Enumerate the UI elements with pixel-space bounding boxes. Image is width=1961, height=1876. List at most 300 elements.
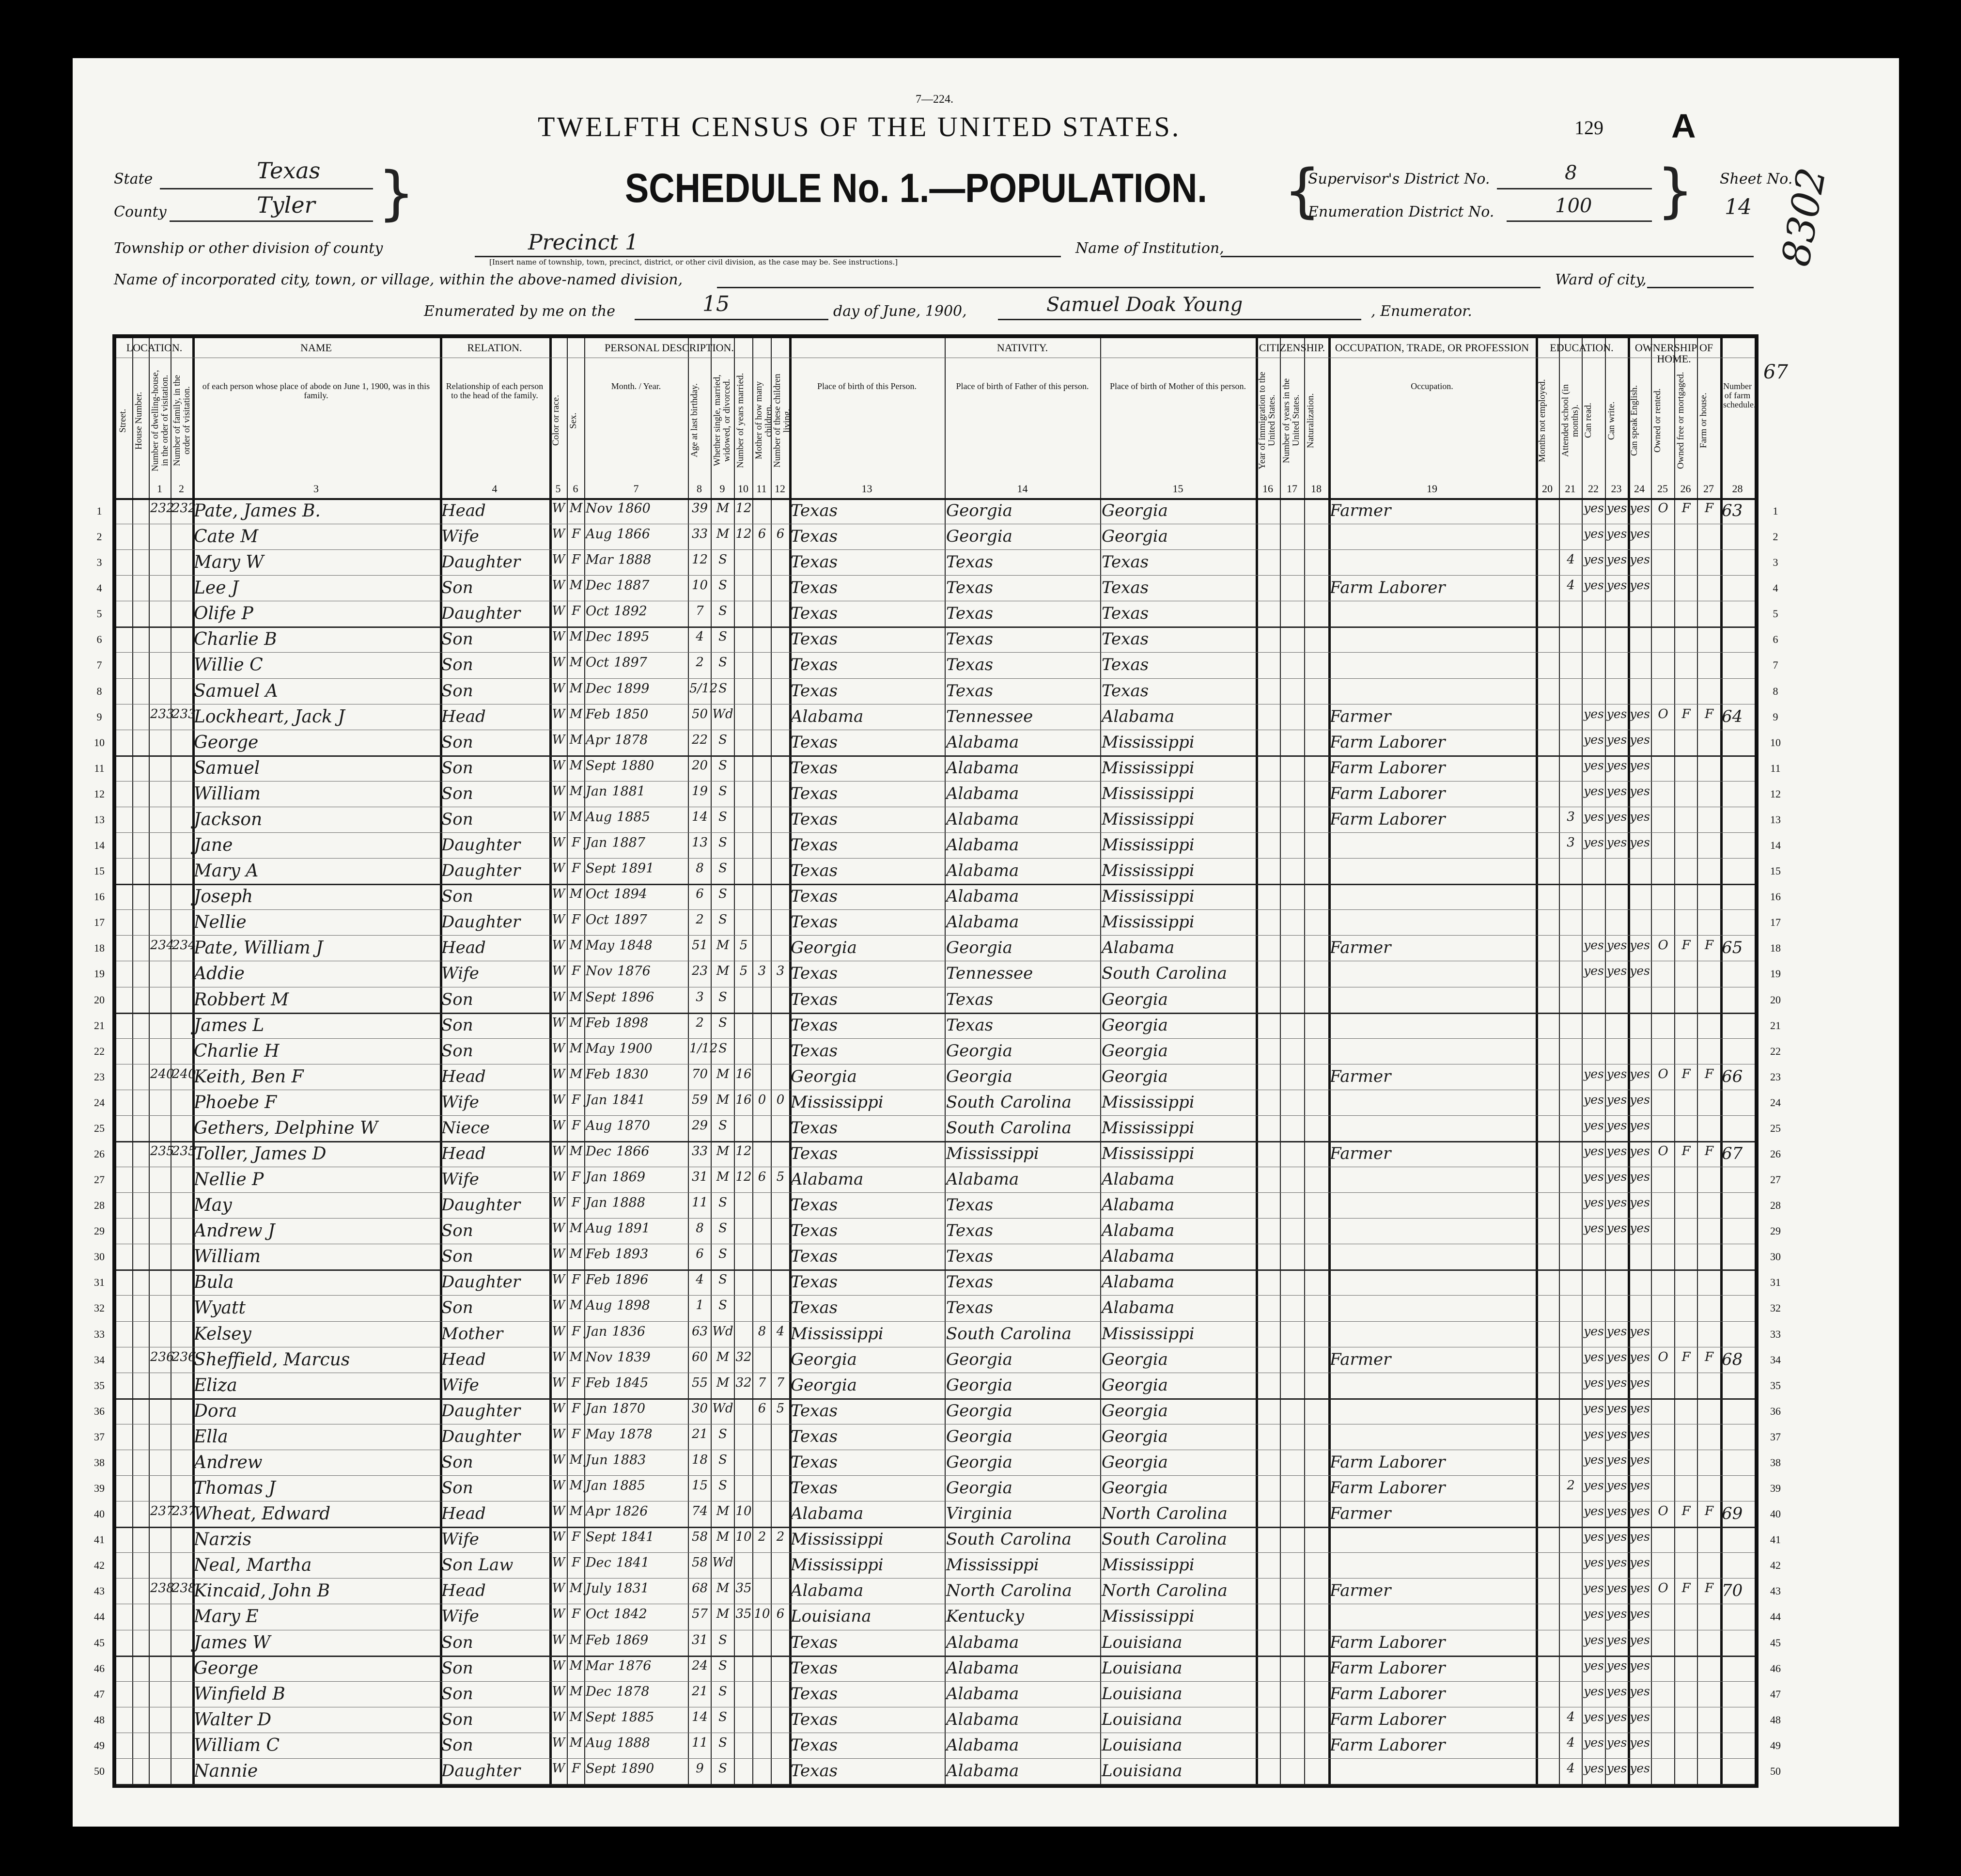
- column-number: 24: [1634, 483, 1645, 495]
- cell-mar: S: [718, 758, 727, 773]
- column-heading: Farm or house.: [1698, 392, 1709, 449]
- row-number-left: 8: [96, 685, 102, 697]
- row-number: 50: [1770, 1765, 1781, 1777]
- row-number: 49: [1770, 1739, 1781, 1751]
- cell-pob: Texas: [791, 527, 838, 547]
- cell-mne: [1537, 810, 1558, 832]
- cell-occ: [1330, 1221, 1535, 1244]
- cell-farm: [1698, 527, 1720, 549]
- cell-own: [1652, 629, 1674, 652]
- cell-year: 1866: [617, 527, 650, 542]
- cell-name: Mary E: [194, 1607, 259, 1627]
- cell-month: Oct: [586, 912, 609, 928]
- cell-mpob: Texas: [1102, 681, 1149, 701]
- column-heading: Place of birth of this Person.: [817, 381, 917, 391]
- cell-yrs: [735, 578, 752, 601]
- cell-year: 1876: [618, 1658, 652, 1673]
- cell-read: yes: [1584, 964, 1604, 978]
- cell-rel: Wife: [441, 964, 479, 984]
- cell-ch: 6: [758, 1170, 766, 1185]
- column-number: 13: [861, 483, 872, 495]
- cell-sex: F: [571, 1272, 581, 1287]
- column-divider: [734, 338, 735, 1784]
- cell-sch: [1560, 990, 1581, 1013]
- cell-fs: [1722, 578, 1754, 601]
- row-divider: [116, 549, 1755, 550]
- cell-dw: 233: [150, 706, 174, 721]
- cell-dw: [150, 912, 170, 935]
- cell-eng: yes: [1630, 1504, 1650, 1518]
- cell-own: O: [1658, 501, 1668, 516]
- cell-own: [1652, 1170, 1674, 1192]
- cell-year: 1881: [612, 783, 646, 799]
- cell-fam: [172, 1247, 192, 1269]
- cell-ch: [754, 501, 770, 524]
- cell-occ: [1330, 1298, 1535, 1321]
- cell-free: [1676, 1761, 1696, 1784]
- cell-month: [586, 733, 687, 755]
- cell-rel: Wife: [441, 527, 479, 547]
- cell-fam: [172, 655, 192, 678]
- cell-sch: [1560, 1376, 1581, 1398]
- cell-mar: M: [716, 1349, 730, 1364]
- cell-yrs: [735, 655, 752, 678]
- cell-fam: [172, 578, 192, 601]
- column-divider: [1280, 338, 1281, 1784]
- cell-liv: [772, 835, 789, 858]
- cell-pob: Georgia: [791, 1349, 857, 1369]
- cell-month: Feb: [586, 1632, 610, 1648]
- cell-eng: yes: [1630, 1144, 1650, 1158]
- cell-mpob: Louisiana: [1102, 1709, 1183, 1729]
- cell-name: Toller, James D: [194, 1144, 327, 1164]
- row-divider: [116, 755, 1755, 757]
- group-heading: RELATION.: [467, 342, 522, 354]
- cell-occ: [1330, 527, 1535, 549]
- row-divider: [116, 909, 1755, 910]
- cell-name: Neal, Martha: [194, 1555, 312, 1576]
- cell-mar: S: [718, 887, 727, 902]
- row-number-left: 46: [94, 1662, 105, 1674]
- cell-dw: [150, 1298, 170, 1321]
- cell-free: [1676, 1170, 1696, 1192]
- cell-color: W: [552, 1118, 565, 1133]
- row-number-left: 39: [94, 1482, 105, 1495]
- row-number: 11: [1770, 762, 1781, 774]
- cell-color: W: [552, 527, 565, 542]
- cell-read: yes: [1584, 1632, 1604, 1647]
- cell-month: Dec: [586, 1555, 611, 1571]
- cell-free: [1676, 1118, 1696, 1141]
- cell-pob: Georgia: [791, 1066, 857, 1086]
- cell-farm: [1698, 1298, 1720, 1321]
- cell-yrs: 16: [735, 1092, 752, 1107]
- cell-sch: [1560, 501, 1581, 524]
- column-number: 20: [1542, 483, 1553, 495]
- cell-mpob: Georgia: [1102, 1015, 1168, 1035]
- cell-name: Pate, James B.: [194, 501, 321, 521]
- cell-month: Oct: [586, 655, 609, 671]
- cell-month: [586, 1555, 687, 1578]
- cell-dw: [150, 810, 170, 832]
- cell-fs: [1722, 1427, 1754, 1450]
- cell-month: [586, 887, 687, 909]
- cell-write: yes: [1606, 809, 1627, 824]
- ward-label: Ward of city,: [1555, 271, 1647, 288]
- cell-liv: [772, 938, 789, 961]
- cell-own: [1652, 604, 1674, 626]
- cell-occ: [1330, 964, 1535, 986]
- cell-read: yes: [1584, 1607, 1604, 1621]
- cell-own: [1652, 733, 1674, 755]
- cell-yrs: 12: [735, 527, 752, 542]
- cell-yrs: [735, 1658, 752, 1681]
- cell-sex: M: [569, 501, 583, 516]
- row-number-left: 22: [94, 1045, 105, 1057]
- cell-own: [1652, 1453, 1674, 1475]
- cell-mpob: Alabama: [1102, 1247, 1175, 1266]
- cell-farm: [1698, 655, 1720, 678]
- cell-sex: F: [571, 1761, 581, 1776]
- cell-mne: [1537, 1324, 1558, 1347]
- cell-read: [1583, 990, 1604, 1013]
- cell-rel: Son: [441, 655, 473, 675]
- cell-month: [586, 1504, 687, 1527]
- cell-read: yes: [1584, 1530, 1604, 1544]
- cell-write: yes: [1606, 1221, 1627, 1235]
- cell-read: yes: [1584, 552, 1604, 567]
- cell-month: Feb: [586, 1272, 610, 1288]
- cell-month: [586, 810, 687, 832]
- cell-farm: F: [1704, 1504, 1714, 1519]
- cell-month: [586, 1735, 687, 1758]
- cell-ch: [754, 938, 770, 961]
- cell-sex: M: [569, 758, 583, 773]
- cell-age: 58: [691, 1555, 708, 1570]
- cell-eng: [1629, 1298, 1650, 1321]
- cell-fpob: Virginia: [946, 1504, 1012, 1524]
- row-divider: [116, 678, 1755, 679]
- cell-mne: [1537, 784, 1558, 807]
- cell-free: [1676, 552, 1696, 575]
- cell-mpob: Mississippi: [1102, 1324, 1195, 1344]
- cell-occ: [1330, 1247, 1535, 1269]
- row-number-left: 49: [94, 1739, 105, 1751]
- cell-fs: [1722, 1761, 1754, 1784]
- cell-mne: [1537, 835, 1558, 858]
- cell-farm: [1698, 733, 1720, 755]
- cell-fs: [1722, 552, 1754, 575]
- cell-fpob: Georgia: [946, 1478, 1012, 1498]
- cell-fam: [172, 835, 192, 858]
- cell-sex: M: [569, 809, 583, 824]
- row-number: 24: [1770, 1096, 1781, 1109]
- cell-yrs: 5: [739, 938, 748, 953]
- cell-sch: [1560, 1350, 1581, 1373]
- cell-month: Nov: [586, 964, 613, 979]
- cell-ch: 10: [754, 1607, 770, 1622]
- cell-sex: M: [569, 681, 583, 696]
- cell-month: [586, 1041, 687, 1064]
- row-number: 6: [1773, 633, 1778, 646]
- cell-name: Andrew J: [194, 1221, 275, 1241]
- cell-write: [1606, 912, 1627, 935]
- column-divider: [567, 338, 568, 1784]
- cell-sex: M: [569, 1504, 583, 1519]
- cell-own: [1652, 1555, 1674, 1578]
- cell-fpob: Alabama: [946, 1761, 1019, 1781]
- cell-eng: yes: [1630, 1581, 1650, 1595]
- cell-mne: [1537, 1195, 1558, 1218]
- cell-ch: [754, 861, 770, 884]
- cell-pob: Texas: [791, 1426, 838, 1446]
- cell-sch: 4: [1567, 1761, 1575, 1776]
- cell-age: 6: [696, 1247, 704, 1262]
- cell-sch: [1560, 784, 1581, 807]
- cell-month: [586, 1478, 687, 1501]
- row-divider: [116, 1218, 1755, 1219]
- cell-mne: [1537, 501, 1558, 524]
- cell-dw: [150, 527, 170, 549]
- cell-fam: [172, 1530, 192, 1552]
- sheet-no-value: 14: [1725, 195, 1752, 219]
- cell-write: yes: [1606, 527, 1627, 541]
- group-heading: NAME: [300, 342, 332, 354]
- cell-dw: [150, 835, 170, 858]
- city-rule: [717, 287, 1541, 288]
- cell-month: Jan: [586, 1092, 607, 1108]
- cell-age: 11: [691, 1735, 708, 1750]
- cell-age: 2: [696, 1015, 704, 1030]
- cell-farm: [1698, 1324, 1720, 1347]
- cell-ch: [754, 1555, 770, 1578]
- cell-read: [1583, 1247, 1604, 1269]
- cell-liv: [772, 629, 789, 652]
- column-divider: [1605, 338, 1606, 1784]
- cell-own: [1652, 1607, 1674, 1629]
- cell-fam: [172, 733, 192, 755]
- column-number: 16: [1262, 483, 1273, 495]
- cell-eng: [1629, 681, 1650, 704]
- cell-sch: [1560, 964, 1581, 986]
- cell-month: [586, 758, 687, 781]
- cell-ch: 0: [758, 1092, 766, 1107]
- cell-yrs: [735, 1555, 752, 1578]
- cell-year: 1841: [616, 1555, 650, 1571]
- cell-occ: [1330, 861, 1535, 884]
- row-number-left: 48: [94, 1713, 105, 1726]
- cell-year: 1878: [614, 732, 648, 748]
- cell-pob: Texas: [791, 1195, 838, 1215]
- cell-sch: [1560, 1093, 1581, 1115]
- cell-mar: S: [718, 835, 727, 850]
- cell-write: yes: [1606, 1607, 1627, 1621]
- cell-mne: [1537, 1710, 1558, 1733]
- cell-name: Sheffield, Marcus: [194, 1349, 350, 1370]
- cell-sch: 4: [1567, 1735, 1575, 1750]
- cell-own: O: [1658, 1066, 1668, 1081]
- cell-name: William: [194, 1247, 261, 1267]
- cell-mne: [1537, 629, 1558, 652]
- cell-write: yes: [1606, 1324, 1627, 1338]
- cell-month: [586, 1684, 687, 1707]
- cell-sch: [1560, 604, 1581, 626]
- cell-month: [586, 1170, 687, 1192]
- cell-occ: [1330, 1607, 1535, 1629]
- row-number-left: 43: [94, 1585, 105, 1597]
- cell-name: Pate, William J: [194, 938, 323, 958]
- cell-read: yes: [1584, 1170, 1604, 1184]
- census-title: TWELFTH CENSUS OF THE UNITED STATES.: [538, 111, 1181, 142]
- cell-pob: Texas: [791, 1221, 838, 1241]
- cell-mne: [1537, 1118, 1558, 1141]
- cell-fpob: Alabama: [946, 861, 1019, 881]
- cell-mar: M: [716, 1066, 730, 1081]
- cell-month: Jan: [586, 1324, 607, 1339]
- cell-sex: M: [569, 655, 583, 670]
- cell-mne: [1537, 1555, 1558, 1578]
- cell-month: May: [586, 938, 614, 954]
- cell-mar: M: [716, 1607, 730, 1622]
- cell-month: Aug: [586, 1735, 612, 1751]
- cell-month: Jan: [586, 783, 607, 799]
- cell-ch: 8: [758, 1324, 766, 1339]
- cell-yrs: [735, 912, 752, 935]
- cell-liv: 6: [776, 1607, 785, 1622]
- cell-age: 2: [696, 655, 704, 670]
- cell-fpob: Texas: [946, 1195, 994, 1215]
- cell-liv: [772, 1684, 789, 1707]
- cell-eng: yes: [1630, 1401, 1650, 1415]
- cell-yrs: [735, 861, 752, 884]
- cell-color: W: [552, 758, 565, 773]
- cell-year: 1836: [612, 1324, 646, 1339]
- top-right-mark: 67: [1763, 361, 1788, 383]
- cell-fpob: Texas: [946, 578, 994, 598]
- cell-sch: [1560, 1607, 1581, 1629]
- cell-free: [1676, 1735, 1696, 1758]
- row-number-left: 20: [94, 993, 105, 1006]
- cell-age: 60: [691, 1349, 708, 1364]
- column-divider: [584, 338, 585, 1784]
- row-number: 43: [1770, 1585, 1781, 1597]
- cell-age: 51: [691, 938, 708, 953]
- cell-liv: [772, 810, 789, 832]
- cell-free: [1676, 1016, 1696, 1038]
- cell-color: W: [552, 1349, 565, 1364]
- cell-sex: M: [569, 783, 583, 798]
- cell-mar: S: [718, 1632, 727, 1647]
- cell-pob: Texas: [791, 501, 838, 520]
- cell-dw: [150, 990, 170, 1013]
- cell-pob: Texas: [791, 629, 838, 649]
- column-number: 1: [157, 483, 162, 495]
- cell-month: May: [586, 1041, 614, 1056]
- cell-age: 9: [696, 1761, 704, 1776]
- cell-year: 1892: [614, 604, 647, 619]
- cell-liv: [772, 1658, 789, 1681]
- cell-sex: F: [571, 1324, 581, 1339]
- cell-sex: M: [569, 1015, 583, 1030]
- cell-yrs: [735, 990, 752, 1013]
- cell-eng: yes: [1630, 1658, 1650, 1673]
- cell-fpob: Mississippi: [946, 1144, 1039, 1163]
- cell-sch: 4: [1567, 1709, 1575, 1724]
- cell-write: [1606, 990, 1627, 1013]
- cell-fpob: Georgia: [946, 1375, 1012, 1395]
- cell-month: Apr: [586, 1504, 610, 1519]
- cell-liv: [772, 1118, 789, 1141]
- cell-farm: [1698, 1272, 1720, 1295]
- cell-own: [1652, 1016, 1674, 1038]
- column-heading: Relationship of each person to the head of the family.: [446, 381, 544, 400]
- cell-color: W: [552, 1709, 565, 1724]
- cell-read: yes: [1584, 1761, 1604, 1775]
- cell-dw: [150, 1093, 170, 1115]
- cell-rel: Daughter: [441, 604, 521, 624]
- cell-farm: [1698, 1658, 1720, 1681]
- cell-color: W: [552, 578, 565, 593]
- cell-mne: [1537, 1016, 1558, 1038]
- cell-free: [1676, 1247, 1696, 1269]
- cell-occ: [1330, 912, 1535, 935]
- cell-mpob: Mississippi: [1102, 887, 1195, 907]
- cell-color: W: [552, 1426, 565, 1441]
- cell-sex: F: [571, 1401, 581, 1416]
- cell-read: yes: [1584, 1221, 1604, 1235]
- cell-month: [586, 912, 687, 935]
- cell-color: W: [552, 1272, 565, 1287]
- cell-pob: Texas: [791, 835, 838, 855]
- cell-mpob: Georgia: [1102, 1349, 1168, 1369]
- cell-liv: [772, 552, 789, 575]
- cell-mar: M: [716, 1375, 730, 1390]
- cell-mne: [1537, 604, 1558, 626]
- cell-pob: Texas: [791, 552, 838, 572]
- cell-age: 33: [691, 527, 708, 542]
- cell-yrs: [735, 1453, 752, 1475]
- cell-rel: Son: [441, 1221, 473, 1241]
- cell-pob: Texas: [791, 1709, 838, 1729]
- cell-dw: [150, 1735, 170, 1758]
- cell-age: 12: [691, 552, 708, 567]
- cell-yrs: [735, 1735, 752, 1758]
- cell-month: [586, 629, 687, 652]
- column-heading: Occupation.: [1411, 381, 1453, 391]
- cell-fpob: Georgia: [946, 1066, 1012, 1086]
- cell-read: yes: [1584, 1504, 1604, 1518]
- cell-farm: [1698, 1401, 1720, 1424]
- column-heading: Attended school (in months).: [1560, 384, 1580, 457]
- cell-sch: [1560, 707, 1581, 730]
- cell-free: F: [1681, 1144, 1691, 1158]
- cell-free: [1676, 1093, 1696, 1115]
- cell-write: yes: [1606, 938, 1627, 953]
- cell-month: Jun: [586, 1452, 608, 1468]
- cell-rel: Daughter: [441, 1195, 521, 1215]
- cell-sch: [1560, 912, 1581, 935]
- cell-free: [1676, 887, 1696, 909]
- cell-rel: Son: [441, 1298, 473, 1318]
- cell-liv: [772, 1041, 789, 1064]
- row-number: 33: [1770, 1328, 1781, 1340]
- cell-fam: [172, 1710, 192, 1733]
- cell-read: yes: [1584, 1658, 1604, 1673]
- cell-yrs: [735, 1272, 752, 1295]
- cell-fs: [1722, 990, 1754, 1013]
- cell-yrs: [735, 1761, 752, 1784]
- cell-fpob: Georgia: [946, 501, 1012, 520]
